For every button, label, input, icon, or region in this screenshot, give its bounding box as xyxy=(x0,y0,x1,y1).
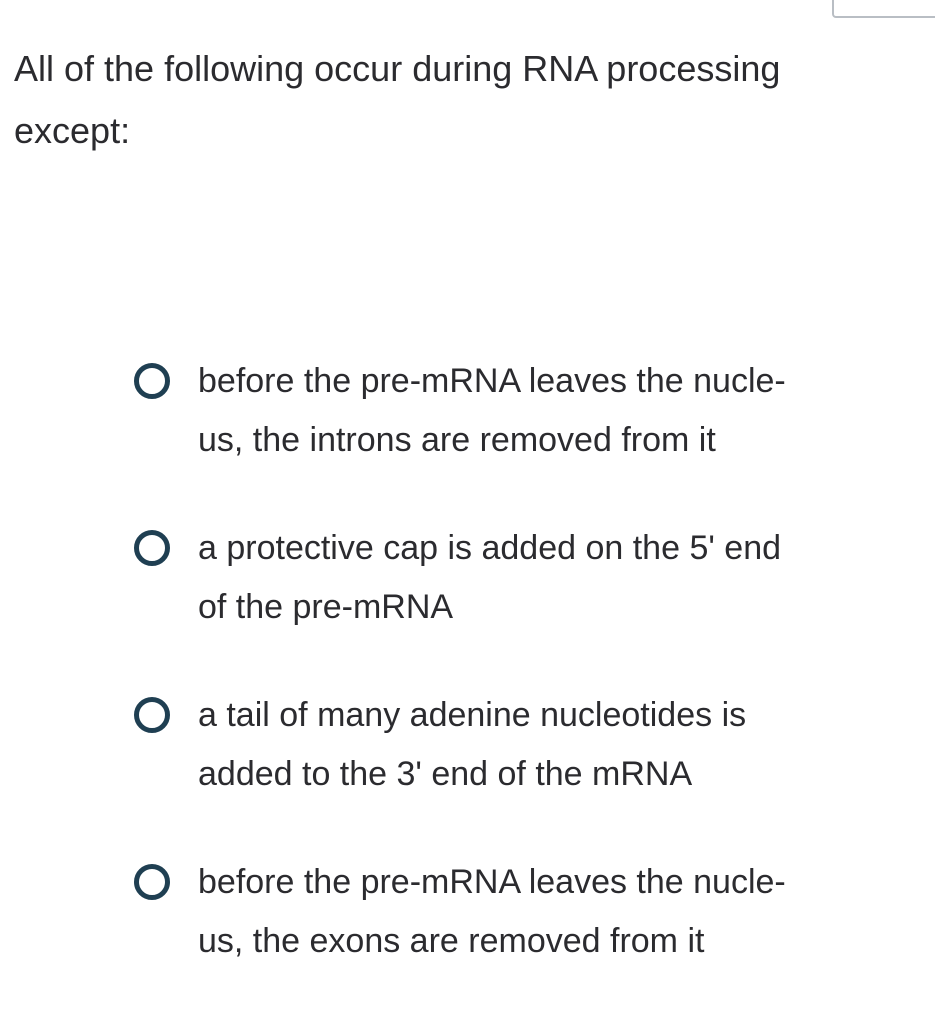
option-line-2: us, the introns are removed from it xyxy=(198,421,716,459)
radio-button[interactable] xyxy=(134,363,170,399)
answer-option-3[interactable] xyxy=(134,686,914,853)
radio-button[interactable] xyxy=(134,697,170,733)
option-line-2: us, the exons are removed from it xyxy=(198,922,705,960)
option-line-2: of the pre-mRNA xyxy=(198,588,454,626)
answer-options xyxy=(134,352,914,1020)
option-line-1: before the pre-mRNA leaves the nucle- xyxy=(198,863,786,901)
answer-option-2[interactable] xyxy=(134,519,914,686)
question-text: All of the following occur during RNA processing except: xyxy=(14,48,781,151)
option-line-1: before the pre-mRNA leaves the nucle- xyxy=(198,362,786,400)
answer-option-label xyxy=(198,686,918,804)
answer-option-1[interactable] xyxy=(134,352,914,519)
radio-button[interactable] xyxy=(134,864,170,900)
radio-button[interactable] xyxy=(134,530,170,566)
answer-option-4[interactable] xyxy=(134,853,914,1020)
top-right-box xyxy=(832,0,935,18)
option-line-2: added to the 3' end of the mRNA xyxy=(198,755,693,793)
answer-option-label xyxy=(198,853,918,971)
answer-option-label xyxy=(198,519,918,637)
option-line-1: a protective cap is added on the 5' end xyxy=(198,529,782,567)
option-line-1: a tail of many adenine nucleotides is xyxy=(198,696,747,734)
answer-option-label xyxy=(198,352,918,470)
